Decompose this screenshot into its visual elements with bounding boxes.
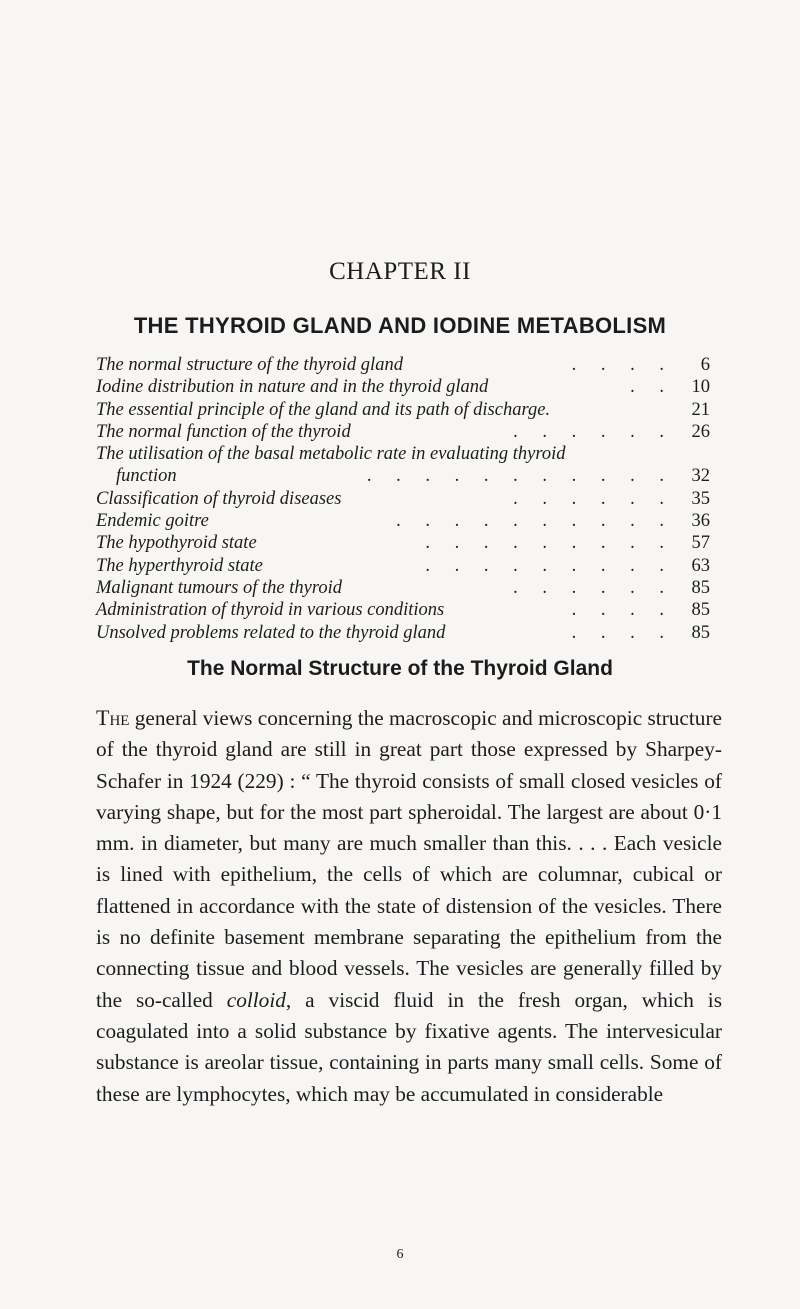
toc-entry bbox=[96, 577, 710, 599]
toc-entry-label: The normal function of the thyroid bbox=[96, 421, 351, 442]
toc-entry bbox=[96, 555, 710, 577]
toc-leader: . . bbox=[630, 377, 674, 398]
toc-entry-label: function bbox=[116, 466, 177, 487]
toc-entry bbox=[96, 465, 710, 487]
toc-entry-label: The normal structure of the thyroid gland bbox=[96, 355, 403, 375]
table-of-contents bbox=[96, 354, 710, 644]
toc-entry-label: Iodine distribution in nature and in the thyroid gland bbox=[96, 377, 489, 398]
toc-entry-page: 35 bbox=[691, 488, 710, 509]
toc-entry-label: Endemic goitre bbox=[96, 511, 209, 532]
section-heading: The Normal Structure of the Thyroid Gland bbox=[187, 657, 613, 680]
toc-entry bbox=[96, 376, 710, 398]
body-text-part: general views concerning the macroscopic and microscopic structure of the thyroid gland are still in great part those expressed by Sharpey-Schafer in 1924 (229) : “ The thyroid consists of small closed vesicles of varying shape, but for the most part spheroidal. The largest are about 0·1 mm. in diameter, but many are much smaller than this. . . . Each vesicle is lined with epithelium, the cells of which are columnar, cubical or flattened in accordance with the state of distension of the vesicles. There is no definite basement membrane separating the epithelium from the connecting tissue and blood vessels. The vesicles are generally filled by the so-called bbox=[96, 706, 722, 1012]
toc-leader: . . . . bbox=[571, 355, 674, 375]
toc-entry-page: 26 bbox=[691, 421, 710, 442]
toc-entry bbox=[96, 354, 710, 376]
toc-entry-page: 63 bbox=[691, 555, 710, 576]
toc-entry-page: 32 bbox=[691, 466, 710, 487]
toc-entry-page: 85 bbox=[691, 600, 710, 621]
toc-leader: . . . . . . . . . . . bbox=[366, 466, 674, 487]
toc-entry-label: Classification of thyroid diseases bbox=[96, 488, 342, 509]
toc-entry-label: Malignant tumours of the thyroid bbox=[96, 577, 342, 598]
body-paragraph bbox=[96, 702, 722, 1110]
toc-leader: . . . . . . . . . bbox=[425, 555, 674, 576]
toc-entry-page: 10 bbox=[691, 377, 710, 398]
toc-entry-page: 85 bbox=[691, 577, 710, 598]
toc-entry-label: The essential principle of the gland and its path of discharge. bbox=[96, 399, 551, 420]
toc-entry-label: The utilisation of the basal metabolic rate in evaluating thyroid bbox=[96, 444, 566, 465]
toc-entry bbox=[96, 399, 710, 421]
emphasis-term: colloid bbox=[226, 987, 286, 1012]
toc-entry-page: 85 bbox=[691, 622, 710, 643]
page-number: 6 bbox=[396, 1247, 404, 1262]
toc-entry-page: 21 bbox=[691, 399, 710, 420]
toc-leader: . . . . . . bbox=[513, 421, 674, 442]
toc-entry-label: Administration of thyroid in various conditions bbox=[96, 600, 445, 621]
chapter-title: THE THYROID GLAND AND IODINE METABOLISM bbox=[133, 313, 667, 338]
body-text-part: , a viscid fluid in the fresh organ, which is coagulated into a solid substance by fixative agents. The intervesicular substance is areolar tissue, containing in parts many small cells. Some of these are lymphocytes, which may be accumulated in considerable bbox=[96, 987, 722, 1106]
toc-entry bbox=[96, 421, 710, 443]
toc-entry bbox=[96, 532, 710, 554]
lead-word: The bbox=[96, 705, 130, 730]
toc-leader: . . . . . . . . . . bbox=[396, 511, 674, 532]
toc-entry-label: The hyperthyroid state bbox=[96, 555, 263, 576]
toc-entry-page: 6 bbox=[700, 355, 710, 375]
toc-leader: . . . . bbox=[571, 600, 674, 621]
chapter-label: CHAPTER II bbox=[329, 258, 471, 285]
toc-entry-label: Unsolved problems related to the thyroid gland bbox=[96, 622, 446, 643]
toc-entry bbox=[96, 488, 710, 510]
toc-entry bbox=[96, 510, 710, 532]
toc-leader: . . . . . . bbox=[513, 577, 674, 598]
toc-entry-label: The hypothyroid state bbox=[96, 533, 257, 554]
toc-leader: . . . . bbox=[571, 622, 674, 643]
toc-entry bbox=[96, 622, 710, 644]
toc-leader: . . . . . . bbox=[513, 488, 674, 509]
toc-entry bbox=[96, 443, 710, 465]
toc-entry-page: 36 bbox=[691, 511, 710, 532]
toc-leader: . . . . . . . . . bbox=[425, 533, 674, 554]
toc-entry bbox=[96, 599, 710, 621]
toc-entry-page: 57 bbox=[691, 533, 710, 554]
